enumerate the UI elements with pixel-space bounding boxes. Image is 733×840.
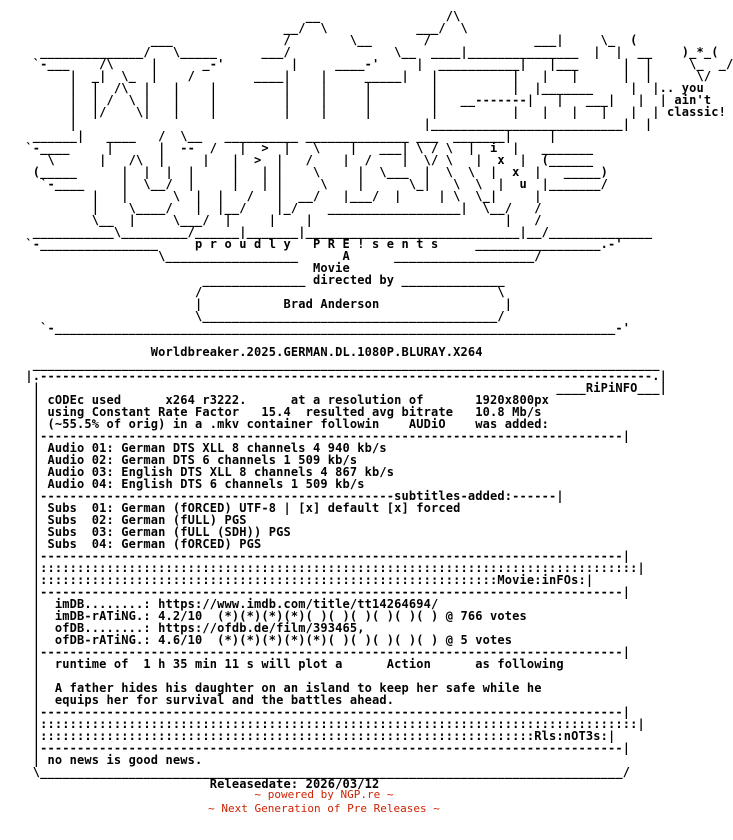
nfo-line: | no news is good news. [18, 753, 203, 767]
nfo-line: (_____ | | | | | | | \ | \___ | \ \ | x | _____) [18, 165, 608, 179]
nfo-line: | |__________________________| | [18, 117, 653, 131]
nfo-line: |:::::::::::::::::::::::::::::::::::::::::::::::::::::::::::::::::::::::::::::::::| [18, 717, 645, 731]
nfo-line: | \____/ | |__/ |_/ __________________| \__/ / [18, 201, 542, 215]
nfo-line: `-____ | | -- / | > | \ | ___| \ / \ | i | _______ [18, 141, 594, 155]
nfo-line: |-------------------------------------------------------------------------------| [18, 705, 631, 719]
nfo-line: | runtime of 1 h 35 min 11 s will plot a Action as following [18, 657, 564, 671]
nfo-line: \ | /\ | | | > | / | / | \/ \ | x | (______ [18, 153, 594, 167]
nfo-line: | | / \ | | | | | | | __-------| | ___| | | ain't [18, 93, 712, 107]
footer-powered-by: ~ powered by NGP.re ~ [254, 788, 394, 801]
nfo-line: \__________________ A ___________________/ [18, 249, 542, 263]
nfo-line: | ____RiPiNFO___| [18, 381, 667, 395]
nfo-line: | cODEc used x264 r3222. at a resolution of 1920x800px [18, 393, 549, 407]
nfo-line: |-------------------------------------------------------------------------------| [18, 585, 631, 599]
nfo-line: | | \ | | / | __/ |___/ | | \ \_| | [18, 189, 542, 203]
nfo-line: | ofDB-rATiNG.: 4.6/10 (*)(*)(*)(*)(*)( )( )( )( )( ) @ 5 votes [18, 633, 513, 647]
nfo-line: | Brad Anderson | [18, 297, 513, 311]
nfo-line: | Audio 02: German DTS 6 channels 1 509 kb/s [18, 453, 358, 467]
nfo-line: | A father hides his daughter on an island to keep her safe while he [18, 681, 542, 695]
nfo-line: / \ [18, 285, 505, 299]
nfo-line: | ofDB........: https://ofdb.de/film/393465, [18, 621, 365, 635]
nfo-line: | Audio 01: German DTS XLL 8 channels 4 940 kb/s [18, 441, 387, 455]
nfo-line: \________________________________________/ [18, 309, 505, 323]
nfo-line: | using Constant Rate Factor 15.4 resulted avg bitrate 10.8 Mb/s [18, 405, 542, 419]
nfo-line: | imDB-rATiNG.: 4.2/10 (*)(*)(*)(*)( )( )( )( )( )( ) @ 766 votes [18, 609, 527, 623]
nfo-line: __/ \ ___/ \ [18, 21, 468, 35]
nfo-line: | (~55.5% of orig) in a .mkv container followin AUDiO was added: [18, 417, 549, 431]
footer-tagline: ~ Next Generation of Pre Releases ~ [208, 802, 440, 815]
nfo-line: |.-----------------------------------------------------------------------------------.| [18, 369, 667, 383]
nfo-line: __ /\ [18, 9, 461, 23]
nfo-line: |-------------------------------------------------------------------------------| [18, 549, 631, 563]
nfo-line: ______________ directed by ______________ [18, 273, 505, 287]
nfo-line: _____________________________________________________________________________________ [18, 357, 660, 371]
nfo-line: `-____ | \__/ | | | | \ | \_| \ \ | u |_______/ [18, 177, 608, 191]
nfo-line: | Audio 04: English DTS 6 channels 1 509 kb/s [18, 477, 365, 491]
nfo-line: | [18, 669, 41, 683]
nfo-line: ______| ____ / \__ __________ ______________ ___ _______| | [18, 129, 557, 143]
nfo-line: \__ | \___/ | | | | / [18, 213, 542, 227]
nfo-line: \_______________________________________________________________________________/ [18, 765, 631, 779]
nfo-line: `-___ /\ | _-' | ____-' | ___________| |___ | | \_ _/ [18, 57, 733, 71]
nfo-line: |-------------------------------------------------------------------------------| [18, 741, 631, 755]
footer [0, 788, 648, 816]
nfo-line: Worldbreaker.2025.GERMAN.DL.1080P.BLURAY.X264 [18, 345, 483, 359]
nfo-line: | imDB........: https://www.imdb.com/title/tt14264694/ [18, 597, 439, 611]
nfo-line: `-____________________________________________________________________________-' [18, 321, 631, 335]
nfo-line: ___________\_________/______|_______|_____________________________|__/______________ [18, 225, 653, 239]
nfo-line: |:::::::::::::::::::::::::::::::::::::::::::::::::::::::::::::::::::::::::::::::::| [18, 561, 645, 575]
nfo-line: | Subs 01: German (fORCED) UTF-8 | [x] default [x] forced [18, 501, 461, 515]
nfo-line: ______________/ \_____ ___/ \__ ____|_______________ | | __ )_*_( [18, 45, 719, 59]
nfo-text-block [18, 9, 733, 791]
nfo-line: Movie [18, 261, 350, 275]
nfo-line: ___ / \__ / ___| \_ ( [18, 33, 638, 47]
nfo-line: | Subs 04: German (fORCED) PGS [18, 537, 262, 551]
nfo-line: |::::::::::::::::::::::::::::::::::::::::::::::::::::::::::::::Movie:inFOs:| [18, 573, 594, 587]
nfo-line: Releasedate: 2026/03/12 [18, 777, 380, 791]
nfo-line: | Audio 03: English DTS XLL 8 channels 4 867 kb/s [18, 465, 395, 479]
nfo-line: | Subs 03: German (fULL (SDH)) PGS [18, 525, 291, 539]
nfo-line: |:::::::::::::::::::::::::::::::::::::::::::::::::::::::::::::::::::Rls:nOT3s:| [18, 729, 616, 743]
nfo-line: | Subs 02: German (fULL) PGS [18, 513, 247, 527]
nfo-line: |-------------------------------------------------------------------------------| [18, 645, 631, 659]
nfo-line: | _| \_ | / ____| | _____| | | | | | | \/ [18, 69, 712, 83]
nfo-line: | |/ \| | | | | | | | | | | | | classic! [18, 105, 726, 119]
nfo-line: `-________________ p r o u d l y P R E ! s e n t s _________________.-' [18, 237, 623, 251]
nfo-line: | equips her for survival and the battles ahead. [18, 693, 395, 707]
nfo-line: |------------------------------------------------subtitles-added:------| [18, 489, 564, 503]
nfo-line: | | /\ | | | | | | | | |_______ | |.. you [18, 81, 704, 95]
nfo-line: |-------------------------------------------------------------------------------| [18, 429, 631, 443]
